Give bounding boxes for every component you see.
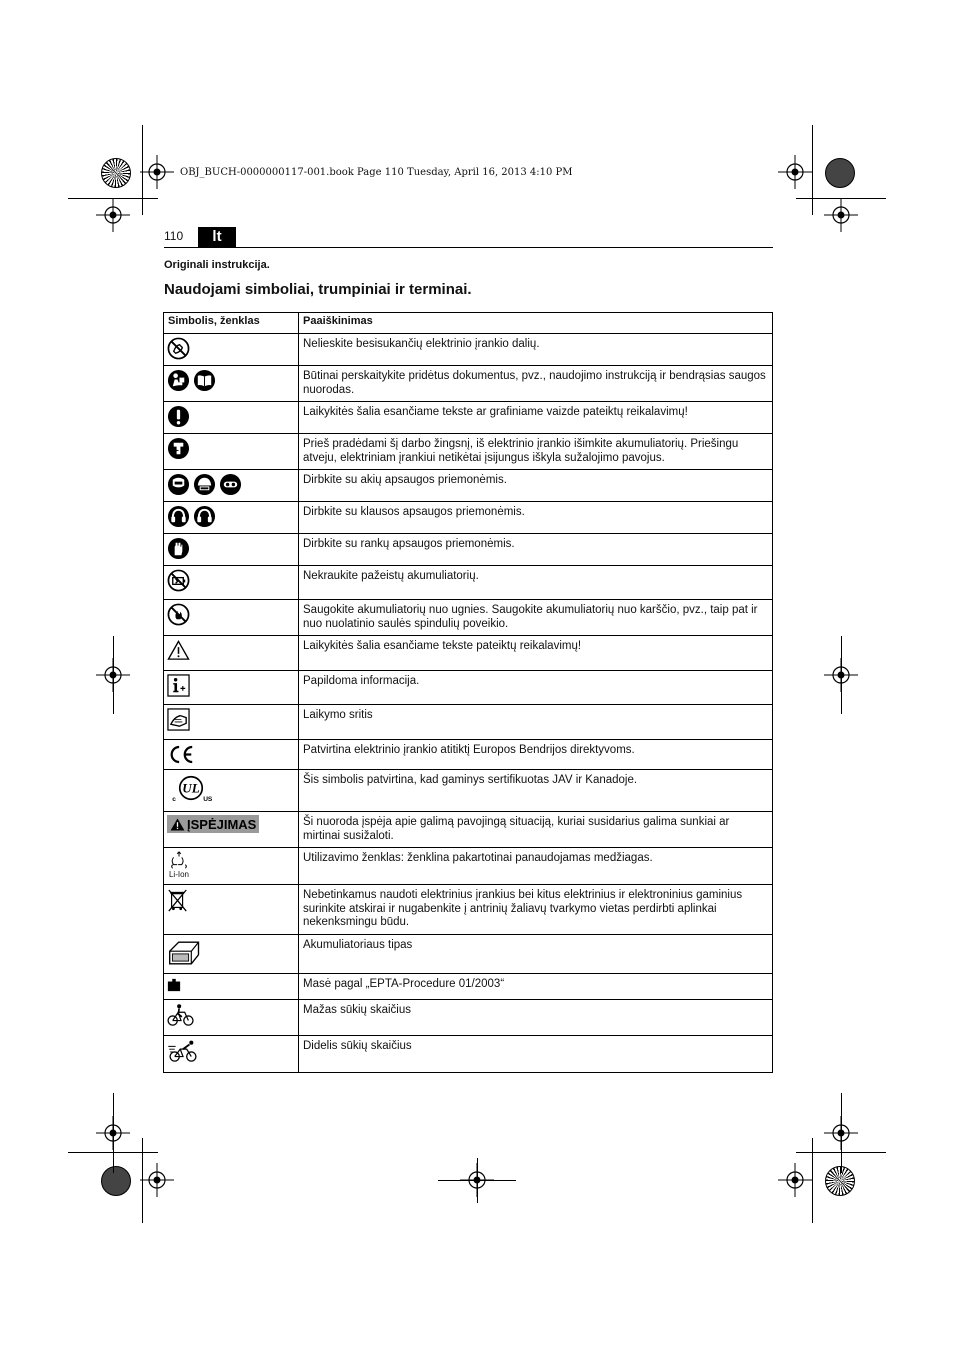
table-row — [164, 402, 773, 434]
symbol-cell — [164, 566, 299, 600]
warning-triangle-icon — [167, 639, 190, 662]
language-badge: lt — [198, 227, 236, 247]
ear-protection-icon — [193, 505, 216, 528]
section-title: Naudojami simboliai, trumpiniai ir terminai. — [164, 281, 472, 298]
symbol-cell — [164, 999, 299, 1035]
explanation-cell: Laikykitės šalia esančiame tekste pateiktų reikalavimų! — [299, 636, 773, 671]
svg-text:US: US — [203, 796, 213, 803]
explanation-cell: Utilizavimo ženklas: ženklina pakartotinai panaudojamas medžiagas. — [299, 848, 773, 885]
header-rule — [164, 247, 773, 248]
explanation-cell: Masė pagal „EPTA-Procedure 01/2003“ — [299, 973, 773, 999]
helmet-icon — [193, 473, 216, 496]
ul-mark-icon — [167, 773, 215, 803]
grip-area-icon — [167, 708, 190, 731]
explanation-cell: Dirbkite su rankų apsaugos priemonėmis. — [299, 534, 773, 566]
symbol-cell — [164, 934, 299, 973]
explanation-cell: Nekraukite pažeistų akumuliatorių. — [299, 566, 773, 600]
explanation-cell: Dirbkite su klausos apsaugos priemonėmis. — [299, 502, 773, 534]
info-plus-icon — [167, 674, 190, 697]
symbol-cell — [164, 770, 299, 812]
table-header-row — [164, 313, 773, 334]
page-number: 110 — [164, 229, 184, 243]
explanation-cell: Nelieskite besisukančių elektrinio įrankio dalių. — [299, 334, 773, 366]
symbol-cell — [164, 705, 299, 740]
gloves-icon — [167, 537, 190, 560]
manual-book-icon — [193, 369, 216, 392]
table-row — [164, 885, 773, 935]
table-row — [164, 502, 773, 534]
li-ion-label: Li-Ion — [168, 870, 189, 879]
file-info: OBJ_BUCH-0000000117-001.book Page 110 Tuesday, April 16, 2013 4:10 PM — [180, 167, 573, 178]
symbol-cell — [164, 671, 299, 705]
ce-mark-icon — [167, 743, 195, 766]
table-row — [164, 366, 773, 402]
crossed-bin-icon — [167, 888, 190, 911]
symbol-cell — [164, 534, 299, 566]
explanation-cell: Šis simbolis patvirtina, kad gaminys sertifikuotas JAV ir Kanadoje. — [299, 770, 773, 812]
explanation-cell: Dirbkite su akių apsaugos priemonėmis. — [299, 470, 773, 502]
no-fire-battery-icon — [167, 603, 190, 626]
explanation-cell: Laikymo sritis — [299, 705, 773, 740]
symbol-cell — [164, 470, 299, 502]
warning-label-icon — [167, 815, 259, 833]
svg-text:UL: UL — [182, 780, 200, 796]
table-row — [164, 636, 773, 671]
table-row — [164, 848, 773, 885]
table-row — [164, 812, 773, 848]
table-row — [164, 671, 773, 705]
table-row — [164, 1035, 773, 1072]
explanation-cell: Papildoma informacija. — [299, 671, 773, 705]
table-row — [164, 534, 773, 566]
symbol-cell — [164, 812, 299, 848]
table-row — [164, 934, 773, 973]
read-manual-person-icon — [167, 369, 190, 392]
symbol-cell — [164, 366, 299, 402]
table-row — [164, 470, 773, 502]
symbol-cell — [164, 740, 299, 770]
symbol-cell — [164, 434, 299, 470]
col-explanation-header: Paaiškinimas — [299, 313, 773, 334]
table-row — [164, 434, 773, 470]
table-row — [164, 740, 773, 770]
remove-battery-icon — [167, 437, 190, 460]
explanation-cell: Būtinai perskaitykite pridėtus dokumentus, pvz., naudojimo instrukciją ir bendrąsias saugos nuorodas. — [299, 366, 773, 402]
fast-bike-icon — [167, 1039, 199, 1062]
table-row — [164, 705, 773, 740]
explanation-cell: Patvirtina elektrinio įrankio atitiktį Europos Bendrijos direktyvoms. — [299, 740, 773, 770]
exclamation-icon — [167, 405, 190, 428]
explanation-cell: Laikykitės šalia esančiame tekste ar grafiniame vaizde pateiktų reikalavimų! — [299, 402, 773, 434]
symbols-table — [163, 312, 773, 1073]
explanation-cell: Prieš pradėdami šį darbo žingsnį, iš elektrinio įrankio išimkite akumuliatorių. Priešingu atveju, elektriniam įrankiui netikėtai įsijungus iškyla sužalojimo pavojus. — [299, 434, 773, 470]
explanation-cell: Saugokite akumuliatorių nuo ugnies. Saugokite akumuliatorių nuo karščio, pvz., taip pat ir nuo nuolatinio saulės spindulių poveikio. — [299, 600, 773, 636]
table-row — [164, 566, 773, 600]
no-charge-damaged-battery-icon — [167, 569, 190, 592]
symbol-cell — [164, 848, 299, 885]
svg-text:c: c — [172, 796, 176, 803]
explanation-cell: Didelis sūkių skaičius — [299, 1035, 773, 1072]
symbol-cell — [164, 334, 299, 366]
explanation-cell: Akumuliatoriaus tipas — [299, 934, 773, 973]
explanation-cell: Mažas sūkių skaičius — [299, 999, 773, 1035]
symbol-cell — [164, 600, 299, 636]
warning-label-text: ĮSPĖJIMAS — [187, 816, 257, 832]
table-row — [164, 600, 773, 636]
battery-pack-icon — [167, 938, 203, 968]
table-row — [164, 999, 773, 1035]
symbol-cell — [164, 885, 299, 935]
explanation-cell: Nebetinkamus naudoti elektrinius įrankius bei kitus elektrinius ir elektroninius gaminius surinkite atskirai ir nugabenkite į antrinių žaliavų tvarkymo vietas perdirbti aplinkai nekenksmingu būdu. — [299, 885, 773, 935]
no-touch-rotating-icon — [167, 337, 190, 360]
table-row — [164, 973, 773, 999]
face-shield-icon — [167, 473, 190, 496]
weight-icon — [167, 977, 181, 991]
symbol-cell — [164, 502, 299, 534]
goggles-icon — [219, 473, 242, 496]
explanation-cell: Ši nuoroda įspėja apie galimą pavojingą situaciją, kuriai susidarius galima sunkiai ar mirtinai susižaloti. — [299, 812, 773, 848]
slow-bike-icon — [167, 1003, 195, 1026]
symbol-cell — [164, 636, 299, 671]
symbol-cell — [164, 402, 299, 434]
recycling-li-ion-icon — [167, 851, 191, 879]
table-row — [164, 334, 773, 366]
col-symbol-header: Simbolis, ženklas — [164, 313, 299, 334]
table-row — [164, 770, 773, 812]
original-instructions-label: Originali instrukcija. — [164, 259, 270, 271]
symbol-cell — [164, 973, 299, 999]
symbol-cell — [164, 1035, 299, 1072]
ear-protection-icon — [167, 505, 190, 528]
